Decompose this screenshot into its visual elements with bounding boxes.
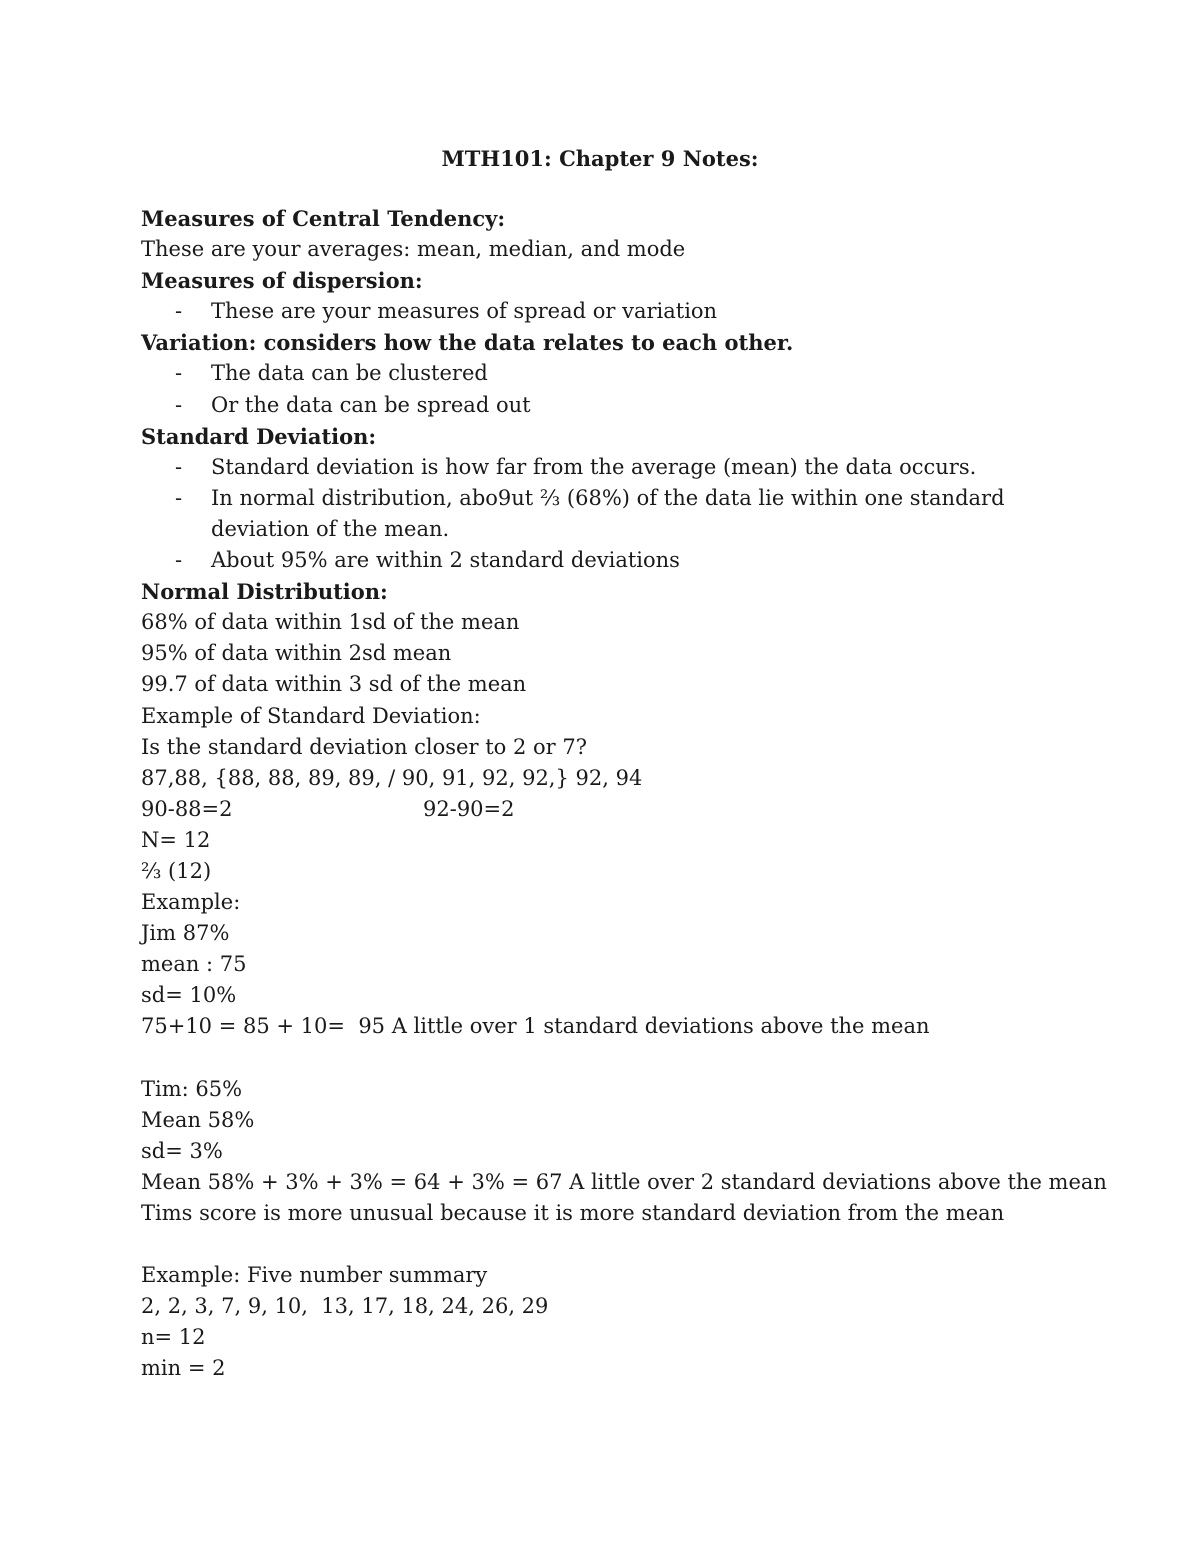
list-item [141,483,1041,545]
bullet-dash: - [175,361,183,386]
bullet-dash: - [175,299,183,324]
bullet-dash: - [175,392,183,417]
bullet-text: Standard deviation is how far from the average (mean) the data occurs. [211,454,977,479]
list-item [141,545,1041,576]
difference-pair [141,794,1041,825]
bullet-dash: - [175,454,183,479]
text-line: Mean 58% + 3% + 3% = 64 + 3% = 67 A little over 2 standard deviations above the mean [141,1169,1107,1194]
text-line: Tims score is more unusual because it is more standard deviation from the mean [141,1201,1005,1225]
text-line: 95% of data within 2sd mean [141,641,452,666]
notes-body [141,203,1107,1385]
text-line: sd= 10% [141,983,237,1008]
bullet-text: These are your measures of spread or variation [211,299,718,324]
central-tendency-text: These are your averages: mean, median, and mode [141,237,686,262]
text-line: Example: Five number summary [141,1263,488,1288]
text-line: Tim: 65% [141,1076,243,1101]
list-item [141,390,1041,421]
bullet-text: About 95% are within 2 standard deviations [211,548,680,573]
text-line: n= 12 [141,1325,206,1350]
text-line: Mean 58% [141,1107,255,1132]
text-line: Example of Standard Deviation: [141,703,481,728]
text-line: Is the standard deviation closer to 2 or 7? [141,734,587,759]
list-item [141,452,1041,483]
central-tendency-heading: Measures of Central Tendency: [141,206,506,231]
text-line: Example: [141,890,241,915]
bullet-text: The data can be clustered [211,361,488,386]
difference-left: 90-88=2 [141,796,233,821]
normal-distribution-heading: Normal Distribution: [141,579,388,605]
list-item [141,296,1041,327]
text-line: Jim 87% [141,921,230,946]
blank-line [141,1043,1041,1074]
text-line: 68% of data within 1sd of the mean [141,610,520,635]
standard-deviation-heading: Standard Deviation: [141,423,377,449]
text-line: 99.7 of data within 3 sd of the mean [141,672,527,697]
page-title: MTH101: Chapter 9 Notes: [441,146,759,171]
text-line: ⅔ (12) [141,858,212,883]
difference-right: 92-90=2 [423,796,515,821]
bullet-dash: - [175,548,183,573]
bullet-text: In normal distribution, abo9ut ⅔ (68%) of the data lie within one standard deviation of the mean. [211,485,1005,541]
text-line: min = 2 [141,1356,226,1381]
variation-heading: Variation: considers how the data relates to each other. [141,330,794,356]
bullet-dash: - [175,485,183,510]
text-line: 75+10 = 85 + 10= 95 A little over 1 standard deviations above the mean [141,1014,930,1039]
text-line: mean : 75 [141,952,247,977]
list-item [141,358,1041,389]
blank-line [141,1229,1041,1260]
text-line: 87,88, {88, 88, 89, 89, / 90, 91, 92, 92,} 92, 94 [141,765,643,790]
bullet-text: Or the data can be spread out [211,392,531,417]
text-line: sd= 3% [141,1138,223,1163]
text-line: 2, 2, 3, 7, 9, 10, 13, 17, 18, 24, 26, 29 [141,1294,549,1319]
dispersion-heading: Measures of dispersion: [141,268,423,294]
text-line: N= 12 [141,827,211,852]
